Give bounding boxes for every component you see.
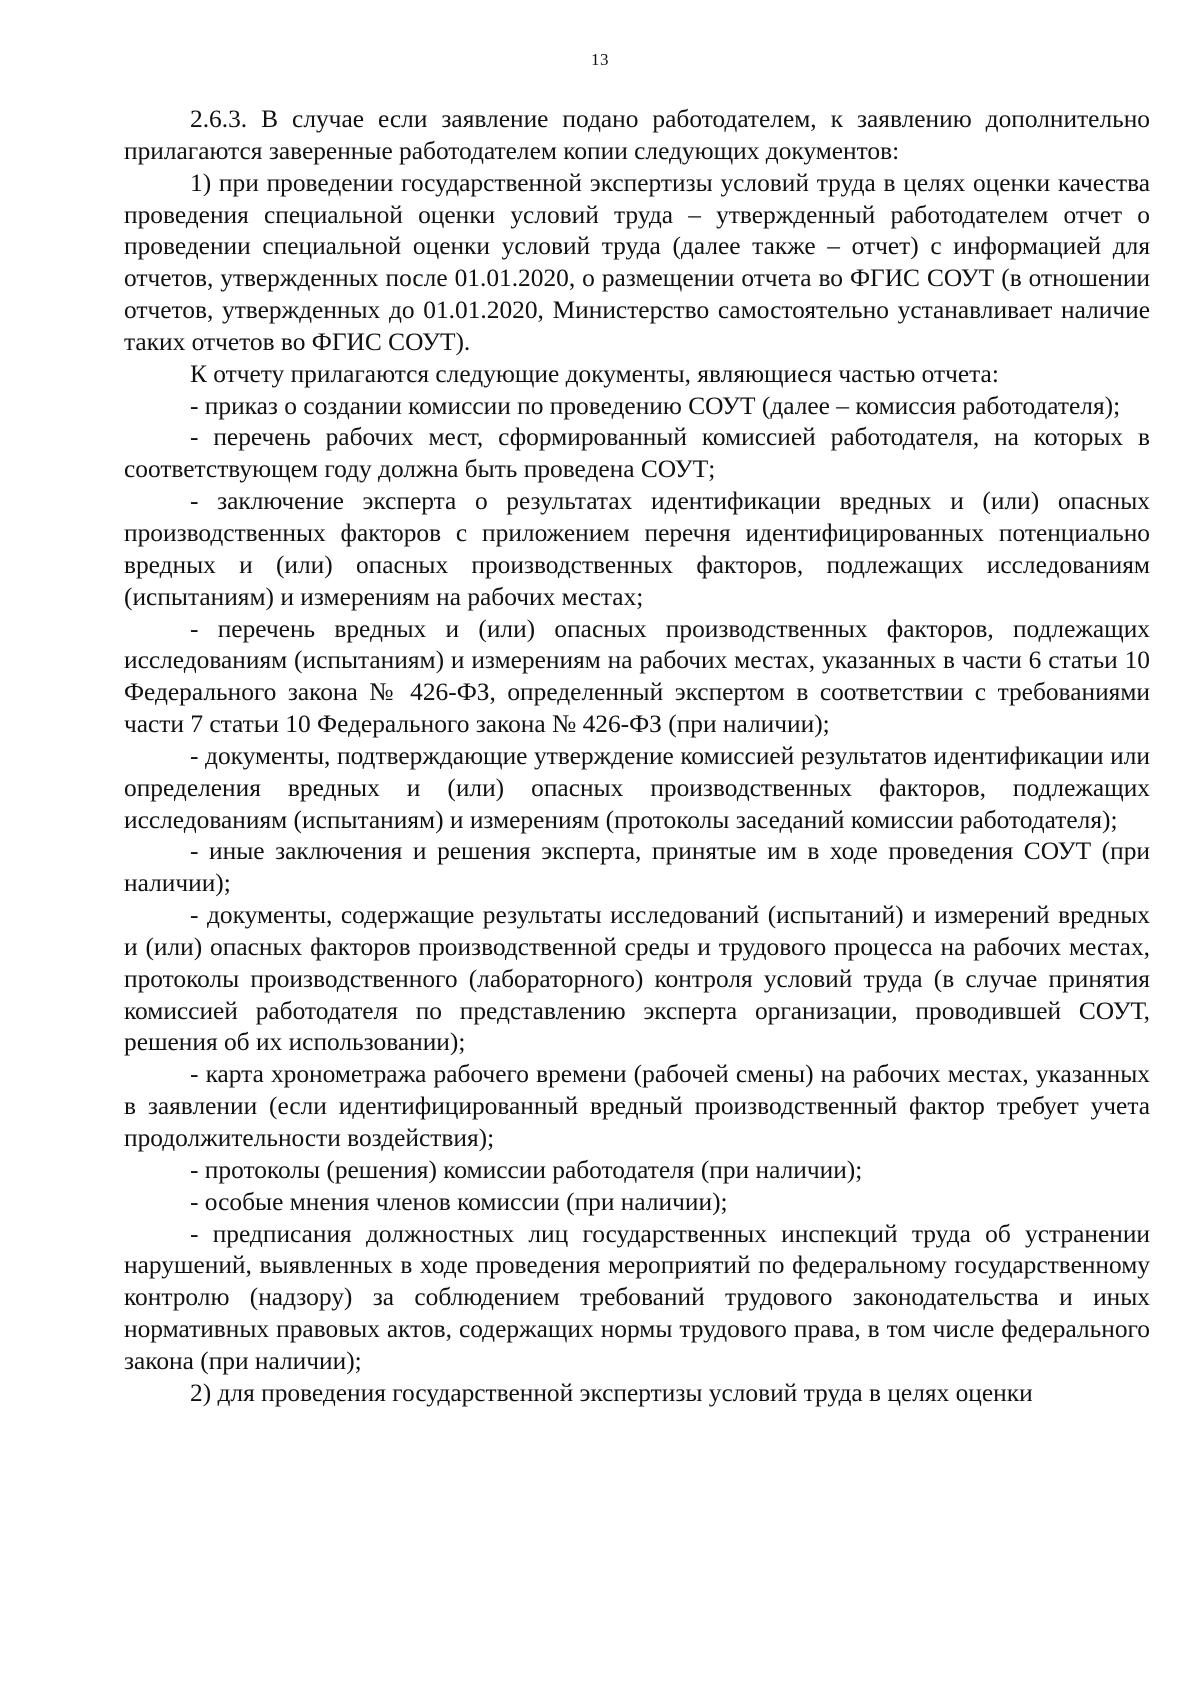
- page-number: 13: [591, 50, 609, 69]
- paragraph-2-6-3: 2.6.3. В случае если заявление подано работодателем, к заявлению дополнительно прилагаются заверенные работодателем копии следующих документов:: [124, 105, 1150, 165]
- list-item-dissenting-opinions: - особые мнения членов комиссии (при наличии);: [190, 1187, 728, 1216]
- list-item-workplaces-list: - перечень рабочих мест, сформированный комиссией работодателя, на которых в соответствующем году должна быть проведена СОУТ;: [124, 423, 1150, 484]
- list-item-factors-list: - перечень вредных и (или) опасных производственных факторов, подлежащих исследованиям (испытаниям) и измерениям на рабочих местах, указанных в части 6 статьи 10 Федерального закона № 426-ФЗ, определенный экспертом в соответствии с требованиями части 7 статьи 10 Федерального закона № 426-ФЗ (при наличии);: [124, 614, 1150, 739]
- list-item-expert-conclusion: - заключение эксперта о результатах идентификации вредных и (или) опасных производственных факторов с приложением перечня идентифицированных потенциально вредных и (или) опасных производственных факторов, подлежащих исследованиям (испытаниям) и измерениям на рабочих местах;: [124, 487, 1150, 611]
- paragraph-item-2: 2) для проведения государственной экспертизы условий труда в целях оценки: [190, 1378, 1033, 1407]
- list-item-commission-protocols: - протоколы (решения) комиссии работодателя (при наличии);: [190, 1155, 863, 1184]
- list-item-measurement-results: - документы, содержащие результаты исследований (испытаний) и измерений вредных и (или) опасных факторов производственной среды и трудового процесса на рабочих местах, протоколы производственного (лабораторного) контроля условий труда (в случае принятия комиссией работодателя по представлению эксперта организации, проводившей СОУТ, решения об их использовании);: [124, 901, 1150, 1057]
- list-item-order-commission: - приказ о создании комиссии по проведению СОУТ (далее – комиссия работодателя);: [190, 391, 1121, 420]
- paragraph-report-attachments: К отчету прилагаются следующие документы, являющиеся частью отчета:: [190, 359, 999, 388]
- list-item-inspection-orders: - предписания должностных лиц государственных инспекций труда об устранении нарушений, выявленных в ходе проведения мероприятий по федеральному государственному контролю (надзору) за соблюдением требований трудового законодательства и иных нормативных правовых актов, содержащих нормы трудового права, в том числе федерального закона (при наличии);: [124, 1219, 1150, 1375]
- list-item-other-conclusions: - иные заключения и решения эксперта, принятые им в ходе проведения СОУТ (при наличии);: [124, 837, 1150, 898]
- list-item-approval-documents: - документы, подтверждающие утверждение комиссией результатов идентификации или определения вредных и (или) опасных производственных факторов, подлежащих исследованиям (испытаниям) и измерениям (протоколы заседаний комиссии работодателя);: [124, 741, 1150, 834]
- paragraph-item-1: 1) при проведении государственной экспертизы условий труда в целях оценки качества проведения специальной оценки условий труда – утвержденный работодателем отчет о проведении специальной оценки условий труда (далее также – отчет) с информацией для отчетов, утвержденных после 01.01.2020, о размещении отчета во ФГИС СОУТ (в отношении отчетов, утвержденных до 01.01.2020, Министерство самостоятельно устанавливает наличие таких отчетов во ФГИС СОУТ).: [124, 168, 1150, 356]
- document-body: [124, 104, 1150, 1410]
- list-item-timekeeping-card: - карта хронометража рабочего времени (рабочей смены) на рабочих местах, указанных в заявлении (если идентифицированный вредный производственный фактор требует учета продолжительности воздействия);: [124, 1060, 1150, 1152]
